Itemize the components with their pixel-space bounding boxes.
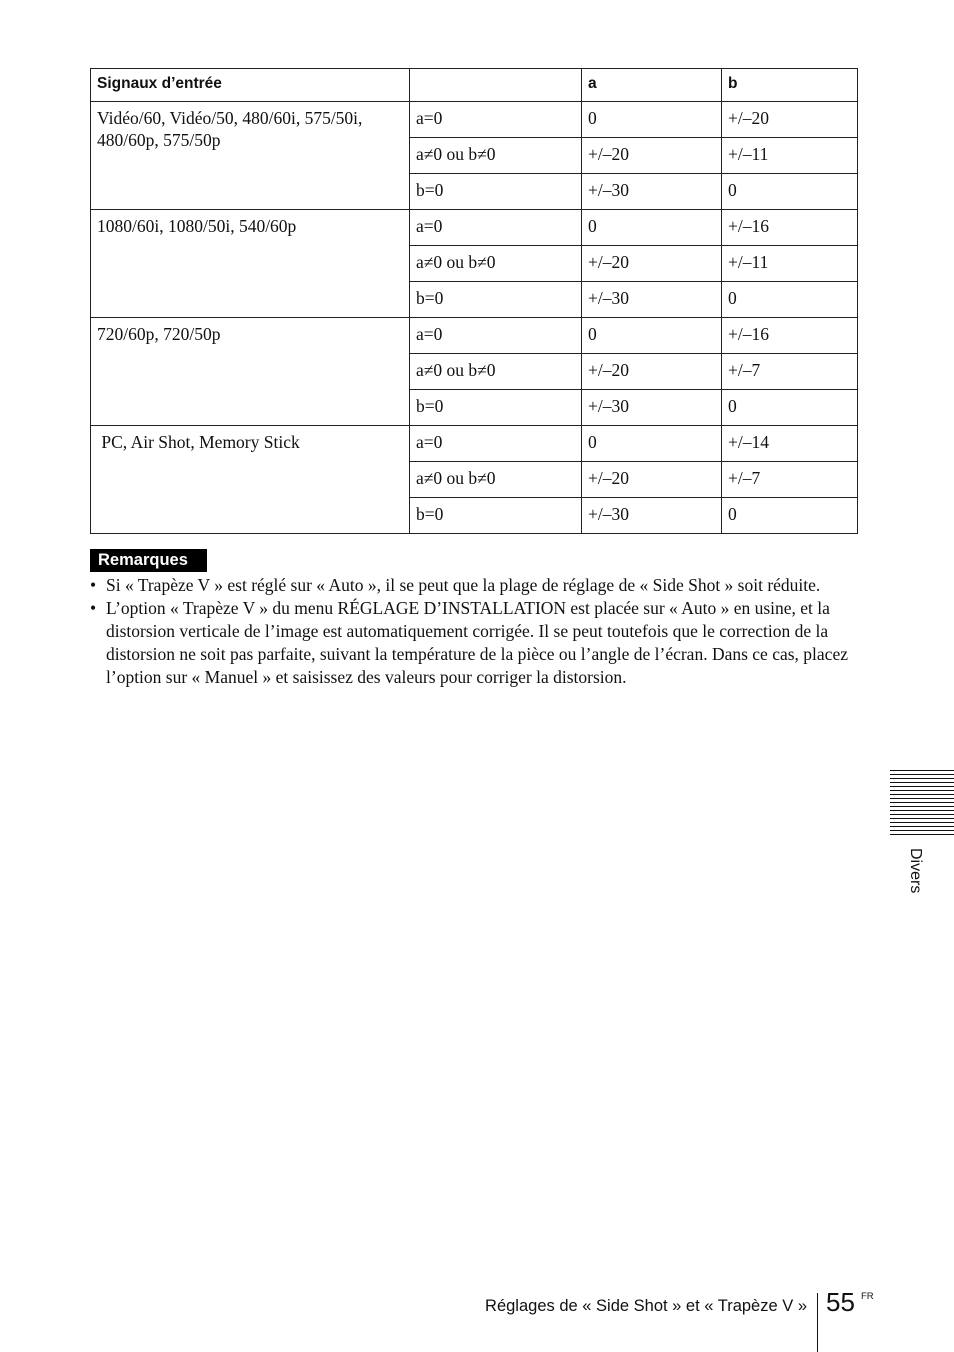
value-a-cell: +/–30	[582, 498, 722, 534]
value-a-cell: +/–30	[582, 282, 722, 318]
value-b-cell: 0	[722, 498, 858, 534]
value-b-cell: +/–14	[722, 426, 858, 462]
value-b-cell: +/–7	[722, 462, 858, 498]
value-b-cell: 0	[722, 390, 858, 426]
value-a-cell: +/–20	[582, 354, 722, 390]
value-a-cell: +/–30	[582, 174, 722, 210]
running-title: Réglages de « Side Shot » et « Trapèze V »	[485, 1297, 807, 1315]
value-a-cell: 0	[582, 318, 722, 354]
condition-cell: b=0	[410, 282, 582, 318]
signal-group-cell: PC, Air Shot, Memory Stick	[91, 426, 410, 534]
condition-cell: a=0	[410, 426, 582, 462]
footer-divider	[817, 1293, 818, 1352]
condition-cell: a=0	[410, 318, 582, 354]
section-tab-stripes	[890, 770, 954, 837]
header-signals: Signaux d’entrée	[91, 69, 410, 102]
condition-cell: a≠0 ou b≠0	[410, 462, 582, 498]
note-text: L’option « Trapèze V » du menu RÉGLAGE D’INSTALLATION est placée sur « Auto » en usine, et la distorsion verticale de l’image est automatiquement corrigée. Il se peut toutefois que le correction de la distorsion ne soit pas parfaite, suivant la température de la pièce ou l’angle de l’écran. Dans ce cas, placez l’option sur « Manuel » et saisissez des valeurs pour corriger la distorsion.	[106, 598, 848, 687]
header-condition	[410, 69, 582, 102]
condition-cell: a=0	[410, 102, 582, 138]
condition-cell: a≠0 ou b≠0	[410, 354, 582, 390]
table-row	[91, 318, 858, 354]
section-tab-label: Divers	[907, 848, 924, 894]
value-b-cell: +/–11	[722, 138, 858, 174]
value-a-cell: 0	[582, 102, 722, 138]
value-a-cell: +/–20	[582, 246, 722, 282]
notes-list	[90, 574, 860, 689]
value-a-cell: 0	[582, 426, 722, 462]
condition-cell: a=0	[410, 210, 582, 246]
bullet-icon: •	[90, 598, 97, 618]
list-item	[90, 574, 860, 597]
signal-group-cell: Vidéo/60, Vidéo/50, 480/60i, 575/50i, 480/60p, 575/50p	[91, 102, 410, 210]
bullet-icon: •	[90, 575, 97, 595]
page-language: FR	[861, 1291, 874, 1302]
value-b-cell: +/–11	[722, 246, 858, 282]
table-header-row	[91, 69, 858, 102]
condition-cell: a≠0 ou b≠0	[410, 246, 582, 282]
header-b: b	[722, 69, 858, 102]
condition-cell: a≠0 ou b≠0	[410, 138, 582, 174]
condition-cell: b=0	[410, 498, 582, 534]
table-row	[91, 210, 858, 246]
page-number: 55	[826, 1287, 855, 1317]
signal-group-cell: 1080/60i, 1080/50i, 540/60p	[91, 210, 410, 318]
signal-group-cell: 720/60p, 720/50p	[91, 318, 410, 426]
header-a: a	[582, 69, 722, 102]
condition-cell: b=0	[410, 390, 582, 426]
value-a-cell: +/–30	[582, 390, 722, 426]
list-item	[90, 597, 860, 689]
value-b-cell: +/–20	[722, 102, 858, 138]
condition-cell: b=0	[410, 174, 582, 210]
table-row	[91, 102, 858, 138]
table-row	[91, 426, 858, 462]
value-a-cell: +/–20	[582, 138, 722, 174]
value-b-cell: 0	[722, 174, 858, 210]
note-text: Si « Trapèze V » est réglé sur « Auto », il se peut que la plage de réglage de « Side Shot » soit réduite.	[106, 575, 821, 595]
value-b-cell: +/–16	[722, 318, 858, 354]
value-a-cell: 0	[582, 210, 722, 246]
value-b-cell: +/–16	[722, 210, 858, 246]
value-a-cell: +/–20	[582, 462, 722, 498]
notes-heading: Remarques	[90, 549, 207, 572]
value-b-cell: 0	[722, 282, 858, 318]
signal-table	[90, 68, 858, 534]
value-b-cell: +/–7	[722, 354, 858, 390]
